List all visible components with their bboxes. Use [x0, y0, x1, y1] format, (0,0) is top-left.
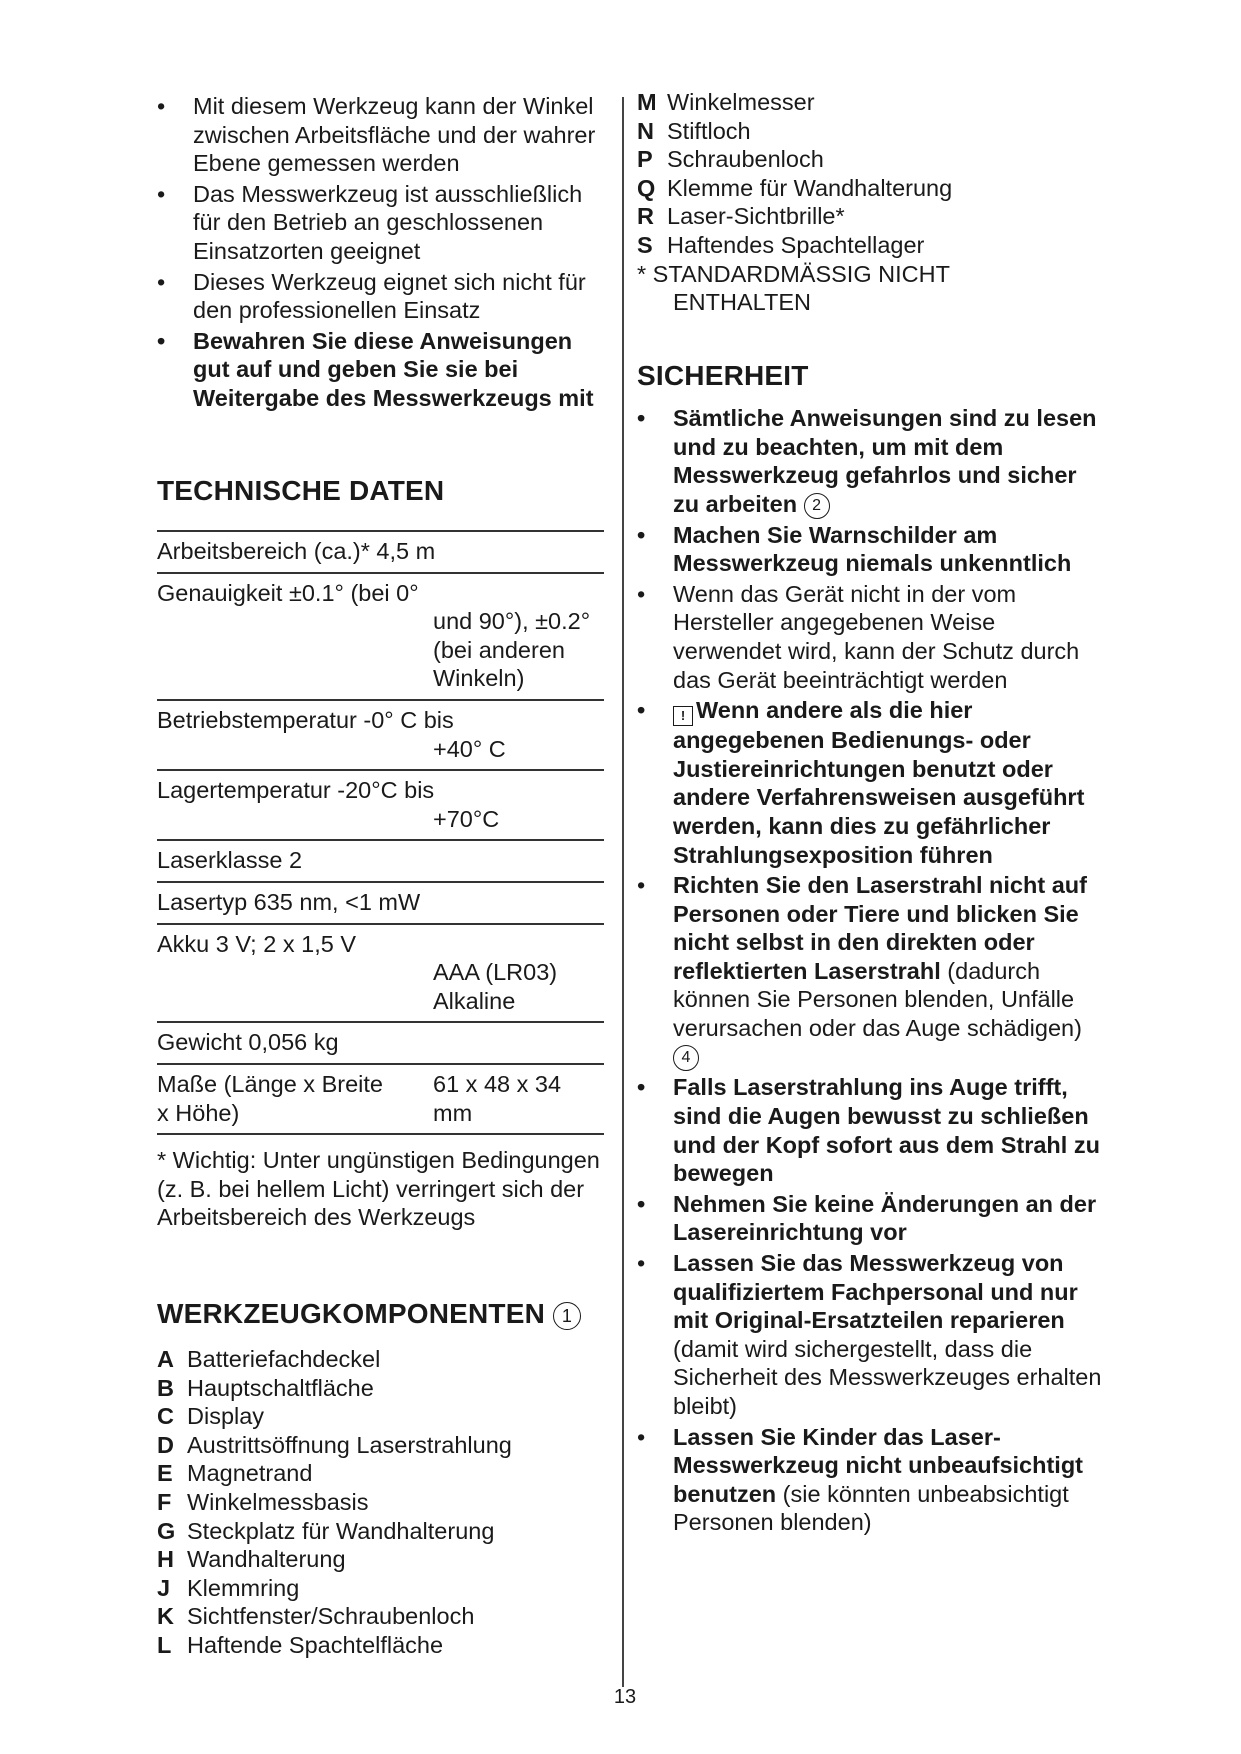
spec-value-line: AAA (LR03)	[433, 959, 558, 986]
component-item	[157, 1345, 512, 1374]
component-label: Magnetrand	[187, 1460, 313, 1487]
component-label: Display	[187, 1403, 265, 1430]
component-label: Stiftloch	[667, 117, 751, 144]
spec-label: Genauigkeit	[157, 579, 283, 606]
spec-row	[157, 1063, 604, 1135]
component-key: D	[157, 1431, 174, 1458]
component-label: Sichtfenster/Schraubenloch	[187, 1603, 475, 1630]
component-key: C	[157, 1403, 174, 1430]
component-label: Laser-Sichtbrille*	[667, 203, 845, 230]
range-note: * Wichtig: Unter ungünstigen Bedingungen (z. B. bei hellem Licht) verringert sich der Arbeitsbereich des Werkzeugs	[157, 1147, 600, 1231]
intro-bullet: • Mit diesem Werkzeug kann der Winkel zwischen Arbeitsfläche und der wahrer Ebene gemessen werden	[157, 92, 607, 178]
spec-value-line: Winkeln)	[433, 665, 525, 692]
component-item	[157, 1574, 512, 1603]
spec-label: Akku	[157, 930, 210, 957]
figure-ref-icon: 1	[553, 1302, 581, 1330]
component-label: Wandhalterung	[187, 1546, 346, 1573]
component-key: B	[157, 1374, 174, 1401]
safety-bullet	[637, 1423, 1107, 1537]
spec-label: Lagertemperatur	[157, 777, 331, 804]
component-item	[157, 1517, 512, 1546]
component-item	[157, 1459, 512, 1488]
safety-bullet	[637, 1249, 1107, 1421]
component-item	[637, 174, 952, 203]
spec-row	[157, 530, 604, 572]
safety-bullet	[637, 696, 1107, 869]
component-key: Q	[637, 174, 656, 201]
spec-row	[157, 923, 604, 1022]
component-item	[157, 1431, 512, 1460]
spec-value-line: +70°C	[433, 805, 500, 832]
intro-bullet: • Das Messwerkzeug ist ausschließlich für den Betrieb an geschlossenen Einsatzorten geeignet	[157, 180, 607, 266]
component-label: Klemme für Wandhalterung	[667, 174, 953, 201]
component-key: F	[157, 1488, 172, 1515]
spec-value-line: Alkaline	[433, 987, 516, 1014]
component-key: G	[157, 1517, 176, 1544]
safety-bullet: • Wenn das Gerät nicht in der vom Hersteller angegebenen Weise verwendet wird, kann der Schutz durch das Gerät beeinträchtigt werden	[637, 580, 1107, 694]
spec-value: 0,056 kg	[248, 1029, 339, 1056]
component-label: Haftendes Spachtellager	[667, 231, 925, 258]
spec-value-line: (bei anderen	[433, 636, 565, 663]
components-list-continued	[637, 88, 952, 317]
component-key: R	[637, 203, 654, 230]
safety-bullet-list	[637, 404, 1107, 1539]
spec-value-line: und 90°), ±0.2°	[433, 608, 591, 635]
spec-value: -20°C bis	[337, 777, 435, 804]
component-item	[637, 202, 952, 231]
spec-value: 61 x 48 x 34	[433, 1070, 562, 1097]
component-item	[637, 117, 952, 146]
safety-text: (sie könnten unbeabsichtigt Personen blenden)	[673, 1480, 1069, 1536]
spec-label: Betriebstemperatur	[157, 706, 357, 733]
safety-heading: SICHERHEIT	[637, 360, 809, 391]
spec-label: Maße (Länge x Breite	[157, 1070, 383, 1097]
spec-row	[157, 881, 604, 923]
spec-value: mm	[433, 1099, 473, 1126]
component-label: Schraubenloch	[667, 146, 824, 173]
spec-table	[157, 530, 604, 1135]
component-key: E	[157, 1460, 173, 1487]
component-key: N	[637, 117, 654, 144]
safety-text: Sämtliche Anweisungen sind zu lesen und zu beachten, um mit dem Messwerkzeug gefahrlos und sicher zu arbeiten	[673, 405, 1097, 517]
component-label: Batteriefachdeckel	[187, 1346, 381, 1372]
components-heading-text: WERKZEUGKOMPONENTEN	[157, 1298, 546, 1329]
component-label: Haftende Spachtelfläche	[187, 1631, 444, 1658]
component-label: Klemmring	[187, 1574, 300, 1601]
component-item	[157, 1488, 512, 1517]
component-label: Winkelmesser	[667, 89, 815, 115]
intro-bullet: • Bewahren Sie diese Anweisungen gut auf und geben Sie sie bei Weitergabe des Messwerkzeugs mit	[157, 327, 607, 413]
component-label: Austrittsöffnung Laserstrahlung	[187, 1431, 512, 1458]
tech-data-heading: TECHNISCHE DATEN	[157, 475, 445, 506]
spec-row	[157, 572, 604, 699]
spec-value: 635 nm, <1 mW	[253, 888, 421, 915]
spec-value: -0° C bis	[363, 706, 454, 733]
component-item	[157, 1545, 512, 1574]
spec-value-line: +40° C	[433, 735, 506, 762]
component-key: H	[157, 1546, 174, 1573]
figure-ref-icon: 2	[804, 493, 830, 519]
safety-bullet: • Nehmen Sie keine Änderungen an der Lasereinrichtung vor	[637, 1190, 1107, 1247]
component-item	[157, 1374, 512, 1403]
spec-value: 4,5 m	[376, 538, 436, 564]
component-key: L	[157, 1631, 172, 1658]
safety-text-bold: Lassen Sie Kinder das Laser-Messwerkzeug nicht unbeaufsichtigt benutzen	[673, 1423, 1084, 1507]
spec-label: Lasertyp	[157, 888, 248, 915]
intro-bullet: • Dieses Werkzeug eignet sich nicht für den professionellen Einsatz	[157, 268, 607, 325]
component-item	[637, 231, 952, 260]
component-item	[157, 1602, 512, 1631]
component-item	[637, 145, 952, 174]
component-label: Winkelmessbasis	[187, 1488, 369, 1515]
safety-bullet	[637, 404, 1107, 519]
component-key: K	[157, 1603, 174, 1630]
component-item	[157, 1402, 512, 1431]
safety-bullet	[637, 871, 1107, 1071]
laser-warning-icon: !	[673, 706, 693, 726]
safety-text-bold: Richten Sie den Laserstrahl nicht auf Personen oder Tiere und blicken Sie nicht selbst in den direkten oder reflektierten Laserstrahl	[673, 872, 1087, 984]
figure-ref-icon: 4	[673, 1045, 699, 1071]
intro-bullet-list	[157, 92, 607, 415]
spec-row	[157, 699, 604, 769]
spec-label: Gewicht	[157, 1029, 242, 1056]
spec-label: Laserklasse	[157, 847, 283, 874]
component-item	[157, 1631, 512, 1660]
component-key: S	[637, 231, 653, 258]
spec-row	[157, 839, 604, 881]
component-key: A	[157, 1346, 174, 1372]
components-heading	[157, 1298, 581, 1330]
spec-label: Arbeitsbereich (ca.)*	[157, 538, 370, 564]
safety-text-bold: Lassen Sie das Messwerkzeug von qualifiziertem Fachpersonal und nur mit Original-Ersatzteilen reparieren	[673, 1250, 1078, 1334]
page-number: 13	[613, 1686, 637, 1708]
spec-label: x Höhe)	[157, 1099, 240, 1126]
spec-row	[157, 1021, 604, 1063]
component-key: M	[637, 89, 657, 115]
not-included-footnote: * STANDARDMÄSSIG NICHT	[637, 260, 950, 287]
safety-bullet: • Machen Sie Warnschilder am Messwerkzeug niemals unkenntlich	[637, 521, 1107, 578]
safety-text: (damit wird sichergestellt, dass die Sicherheit des Messwerkzeuges erhalten bleibt)	[673, 1335, 1102, 1419]
component-item	[637, 88, 952, 117]
column-divider	[622, 97, 624, 1687]
spec-value: 2	[288, 847, 303, 874]
components-list	[157, 1345, 512, 1660]
component-key: J	[157, 1574, 171, 1601]
spec-value: ±0.1° (bei 0°	[288, 579, 419, 606]
safety-bullet: • Falls Laserstrahlung ins Auge trifft, sind die Augen bewusst zu schließen und der Kopf sofort aus dem Strahl zu bewegen	[637, 1073, 1107, 1187]
component-label: Hauptschaltfläche	[187, 1374, 374, 1401]
component-label: Steckplatz für Wandhalterung	[187, 1517, 495, 1544]
safety-text: Wenn andere als die hier angegebenen Bedienungs- oder Justiereinrichtungen benutzt oder andere Verfahrensweisen ausgeführt werden, kann dies zu gefährlicher Strahlungsexposition führen	[673, 697, 1085, 868]
spec-value: 3 V; 2 x 1,5 V	[215, 930, 356, 957]
safety-text: (dadurch können Sie Personen blenden, Unfälle verursachen oder das Auge schädigen)	[673, 957, 1082, 1042]
spec-row	[157, 769, 604, 839]
component-key: P	[637, 146, 653, 173]
not-included-footnote-cont: ENTHALTEN	[673, 289, 811, 316]
